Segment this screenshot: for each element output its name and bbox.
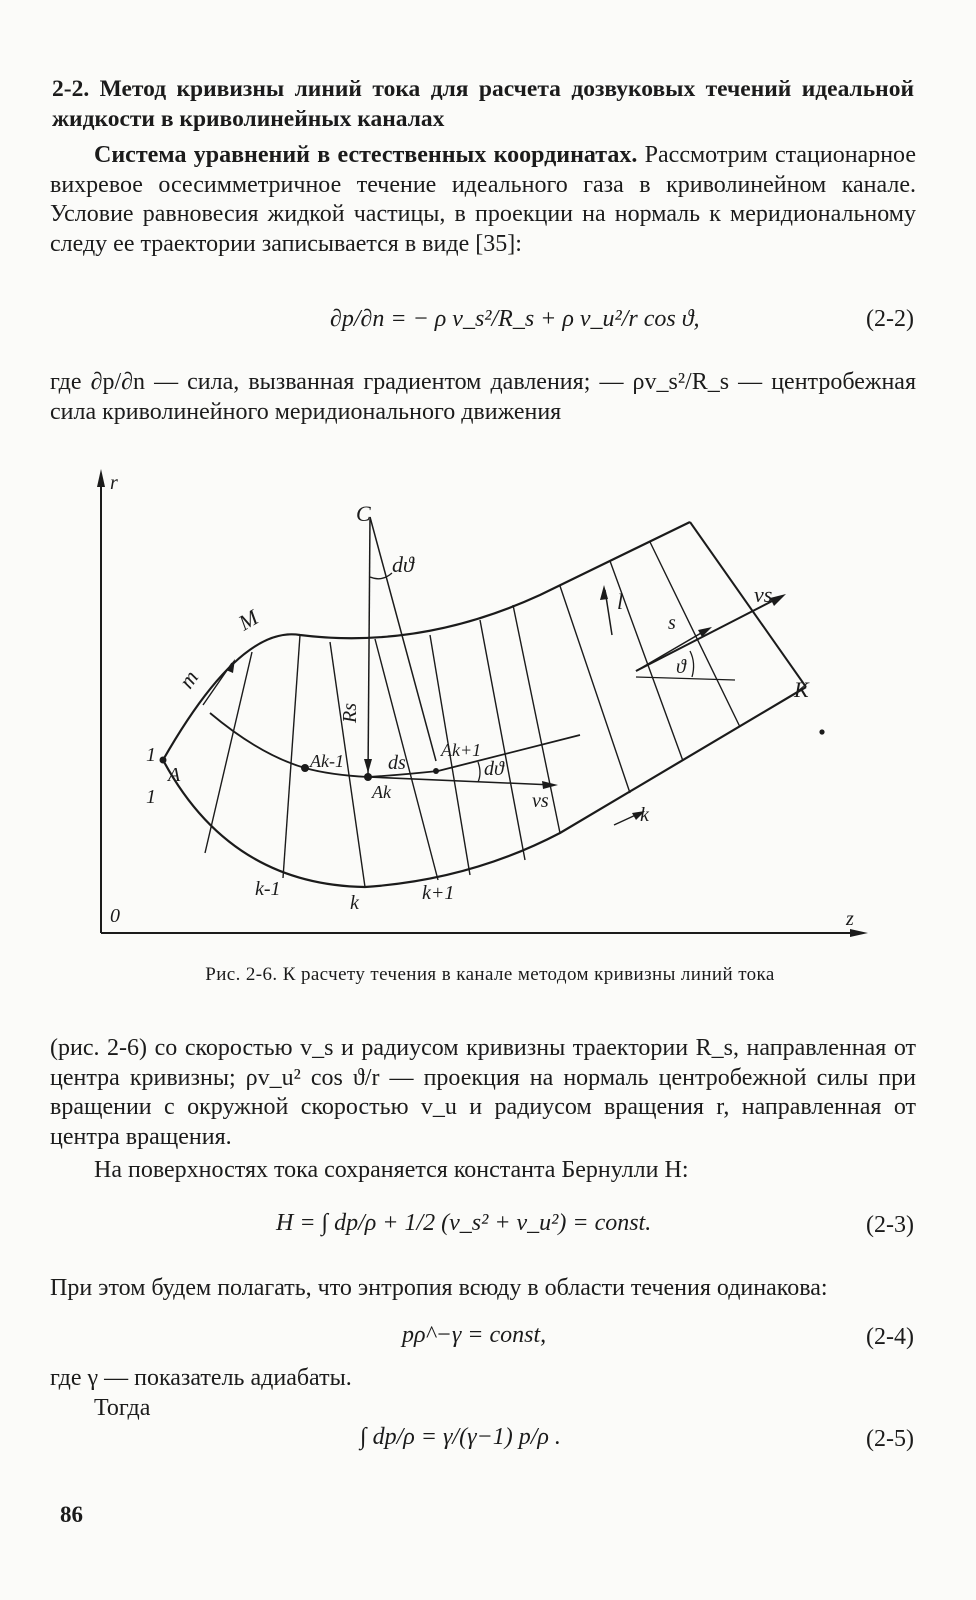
point-A bbox=[160, 757, 167, 764]
paragraph-bernoulli: На поверхностях тока сохраняется константа Бернулли H: bbox=[94, 1157, 689, 1183]
label-Rs: Rs bbox=[339, 703, 361, 723]
label-z-axis: z bbox=[846, 908, 854, 930]
label-A: A bbox=[168, 764, 181, 786]
vs-mid-arrow bbox=[368, 777, 553, 785]
label-Ak-1: Ak-1 bbox=[310, 751, 344, 771]
label-vs-mid: vs bbox=[532, 790, 549, 812]
label-k+1: k+1 bbox=[422, 882, 455, 904]
section-heading: 2-2. Метод кривизны линий тока для расчета дозвуковых течений идеальной жидкости в криволинейных каналах bbox=[52, 76, 914, 132]
paragraph-natural-coordinates bbox=[50, 141, 916, 259]
label-Ak: Ak bbox=[372, 782, 391, 802]
channel-lower-wall bbox=[163, 687, 806, 887]
label-dtheta-mid: dϑ bbox=[484, 758, 504, 780]
s-arrow bbox=[636, 629, 708, 671]
equation-number-2-5: (2-5) bbox=[866, 1426, 914, 1452]
equation-2-4: pρ^−γ = const, bbox=[402, 1322, 547, 1348]
paragraph-centrifugal: (рис. 2-6) со скоростью v_s и радиусом кривизны траектории R_s, направленная от центра кривизны; ρv_u² cos ϑ/r — проекция на нормаль центробежной силы при вращении с окружной скоростью v_u и радиусом вращения r, направленная от центра вращения. bbox=[50, 1035, 916, 1150]
label-K: K bbox=[794, 677, 809, 702]
label-s: s bbox=[668, 612, 676, 634]
paragraph-then: Тогда bbox=[94, 1395, 151, 1421]
dtheta-arc-top bbox=[370, 573, 392, 579]
equation-number-2-4: (2-4) bbox=[866, 1324, 914, 1350]
label-theta-right: ϑ bbox=[676, 656, 686, 678]
label-l: l bbox=[617, 589, 624, 614]
page-number: 86 bbox=[60, 1502, 83, 1527]
point-Ak bbox=[364, 773, 372, 781]
equation-2-3: H = ∫ dp/ρ + 1/2 (v_s² + v_u²) = const. bbox=[276, 1210, 652, 1236]
label-r-axis: r bbox=[110, 472, 118, 494]
figure-2-6-channel bbox=[0, 455, 976, 955]
dtheta-arc-mid bbox=[478, 762, 480, 782]
r-axis-arrow bbox=[97, 469, 105, 487]
label-C: C bbox=[356, 501, 371, 526]
label-M: M bbox=[234, 604, 263, 636]
paragraph-gamma: где γ — показатель адиабаты. bbox=[50, 1365, 352, 1391]
label-vs-top: vs bbox=[754, 582, 773, 607]
equation-number-2-3: (2-3) bbox=[866, 1212, 914, 1238]
run-in-heading: Система уравнений в естественных координатах. bbox=[94, 142, 638, 168]
label-Ak+1: Ak+1 bbox=[441, 740, 482, 760]
point-Ak-1 bbox=[301, 764, 309, 772]
label-1-bottom: 1 bbox=[146, 786, 156, 808]
stray-dot bbox=[819, 729, 824, 734]
equation-number-2-2: (2-2) bbox=[866, 306, 914, 332]
Rs-arrowhead bbox=[364, 759, 372, 773]
z-axis-arrow bbox=[850, 929, 868, 937]
label-dtheta-top: dϑ bbox=[392, 552, 414, 577]
label-ds: ds bbox=[388, 752, 406, 774]
radius-line-Rs bbox=[368, 517, 370, 777]
label-k-arrow: k bbox=[640, 804, 649, 826]
paragraph-pressure-gradient: где ∂p/∂n — сила, вызванная градиентом давления; — ρv_s²/R_s — центробежная сила криволинейного меридионального движения bbox=[50, 369, 916, 425]
equation-2-5: ∫ dp/ρ = γ/(γ−1) p/ρ . bbox=[360, 1424, 561, 1450]
figure-caption: Рис. 2-6. К расчету течения в канале методом кривизны линий тока bbox=[205, 964, 775, 985]
paragraph-entropy: При этом будем полагать, что энтропия всюду в области течения одинакова: bbox=[50, 1275, 828, 1301]
channel-outlet bbox=[690, 522, 806, 687]
label-k-1: k-1 bbox=[255, 878, 281, 900]
label-1-top: 1 bbox=[146, 744, 156, 766]
equation-2-2: ∂p/∂n = − ρ v_s²/R_s + ρ v_u²/r cos ϑ, bbox=[330, 306, 700, 332]
label-m: m bbox=[173, 665, 204, 693]
dtheta-arc-right bbox=[690, 651, 694, 677]
label-origin: 0 bbox=[110, 905, 120, 927]
normal-lines bbox=[205, 542, 740, 887]
point-Ak+1 bbox=[433, 768, 439, 774]
paragraph-text: Рассмотрим стационарное вихревое осесимметричное течение идеального газа в криволинейном канале. Условие равновесия жидкой частицы, в проекции на нормаль к меридиональному следу ее траектории записывается в виде [35]: bbox=[50, 142, 916, 257]
label-k: k bbox=[350, 892, 359, 914]
